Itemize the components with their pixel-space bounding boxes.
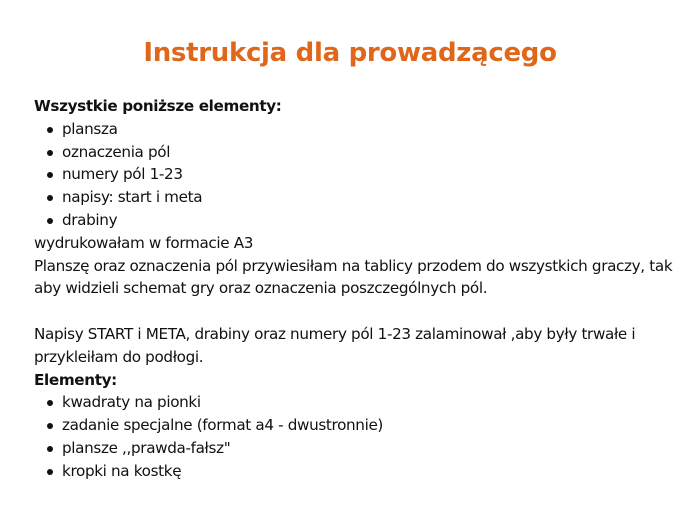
section-heading-all-elements: Wszystkie poniższe elementy: (34, 97, 282, 115)
list-item: napisy: start i meta (62, 186, 674, 209)
paragraph-lamination: Napisy START i META, drabiny oraz numery pól 1-23 zalaminował ,aby były trwałe i przykleiłam do podłogi. (34, 324, 636, 366)
list-item: kropki na kostkę (62, 460, 674, 483)
list-item: zadanie specjalne (format a4 - dwustronnie) (62, 414, 674, 437)
section-heading-elements: Elementy: (34, 370, 117, 389)
page-title: Instrukcja dla prowadzącego (143, 38, 557, 68)
paragraph-board-hanging: Planszę oraz oznaczenia pól przywiesiłam na tablicy przodem do wszystkich graczy, tak aby widzieli schemat gry oraz oznaczenia poszczególnych pól. (34, 256, 673, 298)
list-item: oznaczenia pól (62, 141, 674, 164)
list-item: drabiny (62, 209, 674, 232)
printed-elements-list (34, 118, 674, 232)
list-item: plansze ,,prawda-fałsz" (62, 437, 674, 460)
paragraph-print-format: wydrukowałam w formacie A3 (34, 233, 254, 252)
list-item: kwadraty na pionki (62, 391, 674, 414)
document-body (34, 95, 674, 483)
list-item: plansza (62, 118, 674, 141)
list-item: numery pól 1-23 (62, 163, 674, 186)
elements-list (34, 391, 674, 482)
spacer (34, 300, 674, 323)
